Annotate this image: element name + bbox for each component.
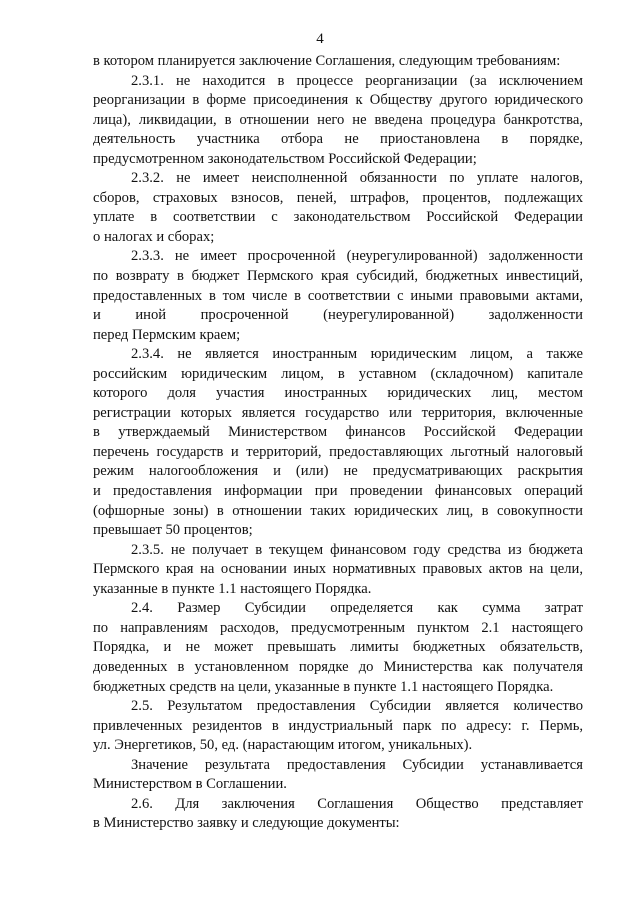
text-line: российским юридическим лицом, в уставном (складочном) капитале — [93, 365, 583, 382]
text-line: перед Пермским краем; — [93, 326, 241, 343]
text-line: о налогах и сборах; — [93, 228, 215, 245]
text-line: 2.3.2. не имеет неисполненной обязанности по уплате налогов, — [131, 170, 583, 187]
document-body — [93, 52, 583, 834]
text-line: перечень государств и территорий, предоставляющих льготный налоговый — [93, 443, 583, 460]
text-line: 2.3.3. не имеет просроченной (неурегулированной) задолженности — [131, 248, 583, 265]
text-line: по возврату в бюджет Пермского края субсидий, бюджетных инвестиций, — [93, 268, 583, 285]
text-line: лица), ликвидации, в отношении него не введена процедура банкротства, — [93, 111, 583, 128]
text-line: Министерством в Соглашении. — [93, 776, 287, 793]
text-line: сборов, страховых взносов, пеней, штрафов, процентов, подлежащих — [93, 189, 583, 206]
text-line: по направлениям расходов, предусмотренным пунктом 2.1 настоящего — [93, 619, 583, 636]
text-line: 2.4. Размер Субсидии определяется как сумма затрат — [131, 600, 583, 617]
text-line: (офшорные зоны) в отношении таких юридических лиц, в совокупности — [93, 502, 583, 519]
text-line: в Министерство заявку и следующие документы: — [93, 815, 400, 832]
text-line: превышает 50 процентов; — [93, 522, 253, 539]
text-line: 2.3.1. не находится в процессе реорганизации (за исключением — [131, 72, 583, 89]
text-line: предусмотренном законодательством Российской Федерации; — [93, 150, 477, 167]
page-number: 4 — [316, 31, 324, 47]
text-line: привлеченных резидентов в индустриальный парк по адресу: г. Пермь, — [93, 717, 583, 734]
text-line: которого доля участия иностранных юридических лиц, местом — [93, 385, 583, 402]
text-line: реорганизации в форме присоединения к Обществу другого юридического — [93, 92, 583, 109]
text-line: 2.3.4. не является иностранным юридическим лицом, а также — [131, 346, 583, 363]
text-line: и иной просроченной (неурегулированной) задолженности — [93, 307, 583, 324]
text-line: Значение результата предоставления Субсидии устанавливается — [131, 756, 583, 773]
text-line: в утверждаемый Министерством финансов Российской Федерации — [93, 424, 583, 441]
text-line: уплате в соответствии с законодательством Российской Федерации — [93, 209, 583, 226]
text-line: 2.3.5. не получает в текущем финансовом году средства из бюджета — [131, 541, 583, 558]
text-line: режим налогообложения и (или) не предусматривающих раскрытия — [93, 463, 583, 480]
text-line: регистрации которых является государство или территория, включенные — [93, 404, 583, 421]
text-line: деятельность участника отбора не приостановлена в порядке, — [93, 131, 583, 148]
text-line: бюджетных средств на цели, указанные в пункте 1.1 настоящего Порядка. — [93, 678, 554, 695]
text-line: в котором планируется заключение Соглашения, следующим требованиям: — [93, 53, 561, 69]
text-line: Порядка, и не может превышать лимиты бюджетных обязательств, — [93, 639, 583, 656]
text-line: указанные в пункте 1.1 настоящего Порядка. — [93, 580, 372, 597]
text-line: предоставленных в том числе в соответствии с иными правовыми актами, — [93, 287, 583, 304]
text-line: Пермского края на основании иных нормативных правовых актов на цели, — [93, 561, 583, 578]
text-line: 2.5. Результатом предоставления Субсидии является количество — [131, 698, 583, 715]
text-line: ул. Энергетиков, 50, ед. (нарастающим итогом, уникальных). — [93, 737, 473, 754]
text-line: и предоставления информации при проведении финансовых операций — [93, 483, 583, 500]
text-line: доведенных в установленном порядке до Министерства как получателя — [93, 658, 583, 675]
text-line: 2.6. Для заключения Соглашения Общество представляет — [131, 795, 583, 812]
